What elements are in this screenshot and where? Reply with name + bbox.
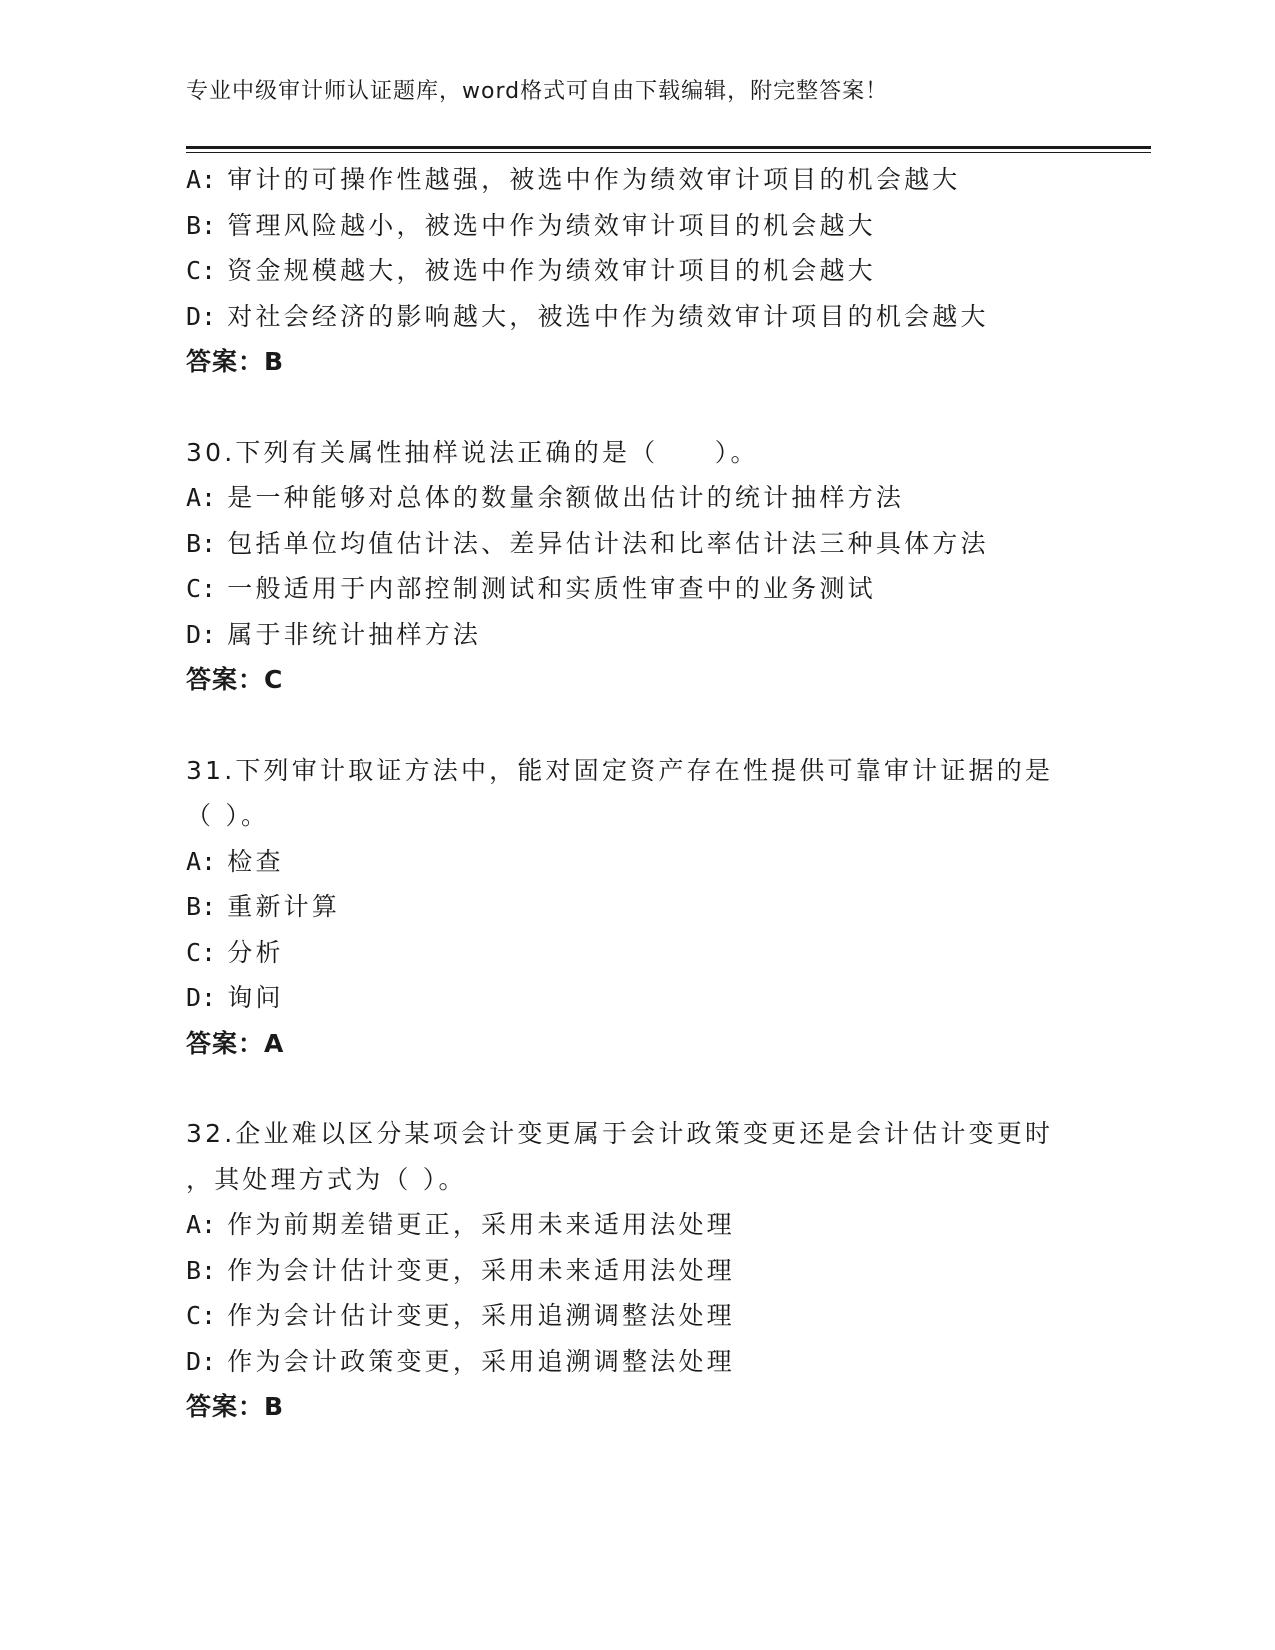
option-d [186, 1339, 1086, 1385]
option-text: 一般适用于内部控制测试和实质性审查中的业务测试 [227, 574, 876, 603]
option-letter: B: [186, 528, 217, 558]
option-a [186, 839, 1086, 885]
option-letter: C: [186, 256, 217, 285]
option-text: 作为前期差错更正，采用未来适用法处理 [227, 1210, 735, 1239]
option-text: 作为会计估计变更，采用追溯调整法处理 [227, 1301, 735, 1330]
header-divider-thin [186, 152, 1151, 153]
question-stem-continued: ，其处理方式为（ ）。 [186, 1164, 467, 1194]
option-letter: A: [186, 1210, 217, 1239]
option-letter: C: [186, 574, 217, 603]
answer-line: 答案：C [186, 665, 284, 694]
option-text: 属于非统计抽样方法 [227, 619, 482, 649]
option-text: 分析 [227, 937, 284, 967]
option-text: 作为会计估计变更，采用未来适用法处理 [227, 1255, 735, 1285]
option-c [186, 566, 1086, 612]
question-block-32 [186, 1111, 1086, 1430]
option-text: 是一种能够对总体的数量余额做出估计的统计抽样方法 [227, 483, 905, 512]
answer-line: 答案：B [186, 347, 285, 376]
option-text: 询问 [227, 983, 284, 1012]
option-text: 管理风险越小，被选中作为绩效审计项目的机会越大 [227, 210, 876, 240]
option-letter: B: [186, 1255, 217, 1285]
option-d [186, 612, 1086, 658]
option-b [186, 1248, 1086, 1294]
option-letter: B: [186, 210, 217, 240]
option-text: 对社会经济的影响越大，被选中作为绩效审计项目的机会越大 [227, 301, 989, 331]
option-letter: D: [186, 301, 217, 331]
option-text: 作为会计政策变更，采用追溯调整法处理 [227, 1346, 735, 1376]
option-letter: C: [186, 937, 217, 967]
option-text: 重新计算 [227, 892, 341, 921]
header-divider-thick [186, 146, 1151, 149]
option-letter: D: [186, 983, 217, 1012]
option-letter: D: [186, 1346, 217, 1376]
option-a [186, 475, 1086, 521]
option-c [186, 1293, 1086, 1339]
question-stem-continued: （ ）。 [186, 801, 270, 830]
option-b [186, 203, 1086, 249]
question-block-31 [186, 748, 1086, 1067]
answer-line: 答案：B [186, 1392, 285, 1421]
option-letter: C: [186, 1301, 217, 1330]
question-block-29 [186, 157, 1086, 385]
option-d [186, 975, 1086, 1021]
question-stem: 31.下列审计取证方法中，能对固定资产存在性提供可靠审计证据的是 [186, 755, 1054, 785]
option-text: 审计的可操作性越强，被选中作为绩效审计项目的机会越大 [227, 165, 961, 194]
question-stem: 30.下列有关属性抽样说法正确的是（ ）。 [186, 437, 759, 467]
option-c [186, 930, 1086, 976]
question-stem: 32.企业难以区分某项会计变更属于会计政策变更还是会计估计变更时 [186, 1119, 1054, 1148]
option-letter: B: [186, 892, 217, 921]
option-a [186, 1202, 1086, 1248]
option-text: 包括单位均值估计法、差异估计法和比率估计法三种具体方法 [227, 528, 989, 558]
option-text: 检查 [227, 846, 284, 876]
option-letter: A: [186, 483, 217, 512]
option-a [186, 157, 1086, 203]
option-c [186, 248, 1086, 294]
option-b [186, 884, 1086, 930]
question-block-30 [186, 430, 1086, 703]
option-b [186, 521, 1086, 567]
option-letter: D: [186, 619, 217, 649]
question-list [186, 157, 1086, 1430]
answer-line: 答案：A [186, 1028, 285, 1058]
option-d [186, 294, 1086, 340]
page-header: 专业中级审计师认证题库，word格式可自由下载编辑，附完整答案！ [186, 79, 889, 104]
option-letter: A: [186, 846, 217, 876]
option-letter: A: [186, 165, 217, 194]
option-text: 资金规模越大，被选中作为绩效审计项目的机会越大 [227, 256, 876, 285]
